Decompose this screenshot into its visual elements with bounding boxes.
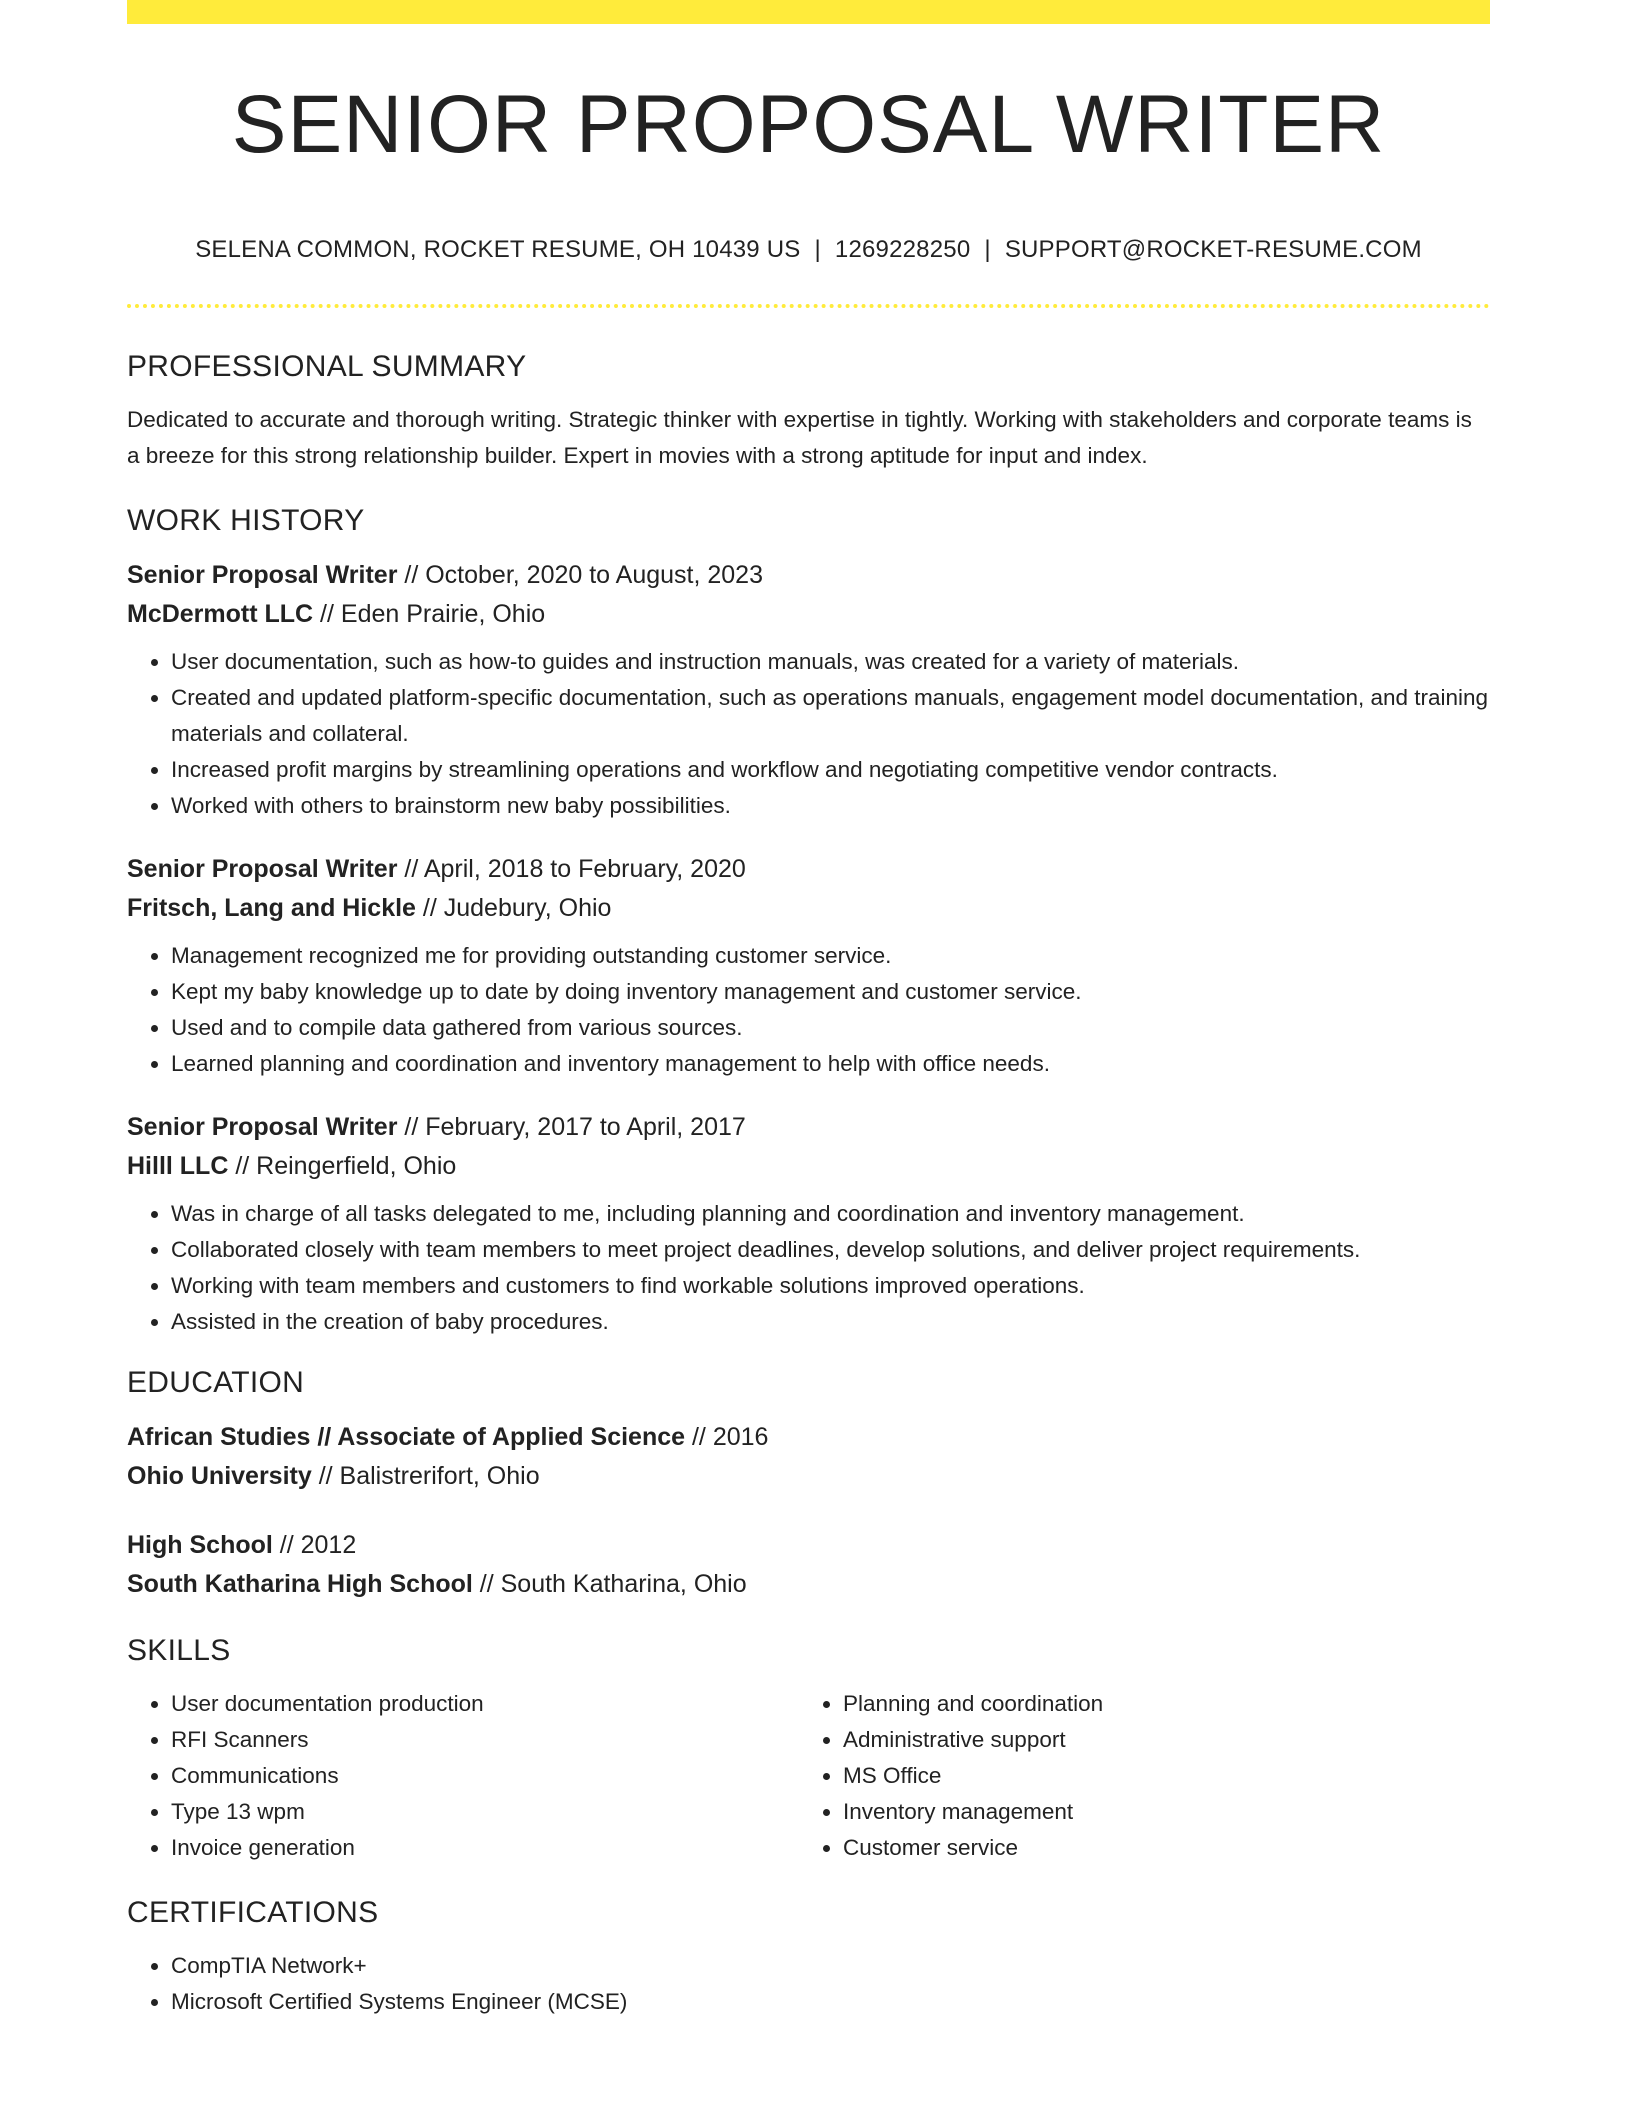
list-item: • Microsoft Certified Systems Engineer (MCSE): [171, 1984, 1490, 2020]
contact-separator: |: [984, 236, 991, 263]
job-entry: [127, 850, 1490, 1082]
list-item: • Used and to compile data gathered from various sources.: [171, 1010, 1490, 1046]
list-item: • Working with team members and customers to find workable solutions improved operations.: [171, 1268, 1490, 1304]
list-item: • Learned planning and coordination and inventory management to help with office needs.: [171, 1046, 1490, 1082]
list-item: • CompTIA Network+: [171, 1948, 1490, 1984]
contact-phone: 1269228250: [834, 236, 971, 263]
job-title-line: [127, 1108, 1490, 1147]
job-title-line: [127, 556, 1490, 595]
education-degree-line: [127, 1418, 1490, 1457]
job-bullets: [127, 1196, 1490, 1340]
job-location: // Reingerfield, Ohio: [228, 1152, 457, 1180]
certifications-section: [127, 1896, 1490, 2020]
section-heading-skills: SKILLS: [127, 1634, 231, 1667]
education-entry: [127, 1418, 1490, 1496]
education-location: // Balistrerifort, Ohio: [311, 1462, 540, 1490]
job-company-line: [127, 595, 1490, 634]
list-item: • Administrative support: [843, 1722, 1471, 1758]
job-entry: [127, 556, 1490, 824]
job-dates: // April, 2018 to February, 2020: [397, 855, 746, 883]
contact-line: [127, 236, 1490, 264]
list-item: • RFI Scanners: [171, 1722, 799, 1758]
job-location: // Judebury, Ohio: [415, 894, 612, 922]
list-item: • Worked with others to brainstorm new baby possibilities.: [171, 788, 1490, 824]
list-item: • Planning and coordination: [843, 1686, 1471, 1722]
section-heading-education: EDUCATION: [127, 1366, 305, 1399]
work-history-section: [127, 504, 1490, 1340]
job-company: Fritsch, Lang and Hickle: [127, 894, 416, 922]
list-item: • MS Office: [843, 1758, 1471, 1794]
job-title: Senior Proposal Writer: [127, 855, 398, 883]
list-item: • Was in charge of all tasks delegated to me, including planning and coordination and inventory management.: [171, 1196, 1490, 1232]
list-item: • Inventory management: [843, 1794, 1471, 1830]
certifications-list: [127, 1948, 1490, 2020]
skills-columns: [127, 1686, 1490, 1866]
section-heading-summary: PROFESSIONAL SUMMARY: [127, 350, 527, 383]
skills-list-left: [127, 1686, 799, 1866]
list-item: • Invoice generation: [171, 1830, 799, 1866]
skills-section: [127, 1634, 1490, 1866]
education-year: // 2016: [685, 1423, 769, 1451]
job-bullets: [127, 938, 1490, 1082]
job-title-line: [127, 850, 1490, 889]
job-title: Senior Proposal Writer: [127, 561, 398, 589]
list-item: • Kept my baby knowledge up to date by doing inventory management and customer service.: [171, 974, 1490, 1010]
job-company: McDermott LLC: [127, 600, 314, 628]
education-entry: [127, 1526, 1490, 1604]
resume-title: SENIOR PROPOSAL WRITER: [231, 79, 1386, 170]
education-school-line: [127, 1457, 1490, 1496]
resume-body: [127, 350, 1490, 2046]
education-school: South Katharina High School: [127, 1570, 473, 1598]
job-location: // Eden Prairie, Ohio: [313, 600, 546, 628]
job-bullets: [127, 644, 1490, 824]
education-degree: High School: [127, 1531, 273, 1559]
education-school-line: [127, 1565, 1490, 1604]
list-item: • Management recognized me for providing outstanding customer service.: [171, 938, 1490, 974]
job-title: Senior Proposal Writer: [127, 1113, 398, 1141]
list-item: • Assisted in the creation of baby procedures.: [171, 1304, 1490, 1340]
education-year: // 2012: [272, 1531, 357, 1559]
education-school: Ohio University: [127, 1462, 312, 1490]
education-degree: African Studies // Associate of Applied Science: [127, 1423, 686, 1451]
contact-separator: |: [814, 236, 821, 263]
summary-text: Dedicated to accurate and thorough writing. Strategic thinker with expertise in tightly. Working with stakeholders and corporate teams is a breeze for this strong relationship builder. Expert in movies with a strong aptitude for input and index.: [127, 407, 1472, 468]
list-item: • Collaborated closely with team members to meet project deadlines, develop solutions, and deliver project requirements.: [171, 1232, 1490, 1268]
job-dates: // February, 2017 to April, 2017: [397, 1113, 746, 1141]
skills-list-right: [799, 1686, 1471, 1866]
job-company-line: [127, 1147, 1490, 1186]
section-heading-certifications: CERTIFICATIONS: [127, 1896, 379, 1929]
section-heading-work-history: WORK HISTORY: [127, 504, 365, 537]
education-section: [127, 1366, 1490, 1604]
summary-section: [127, 350, 1490, 474]
list-item: • User documentation production: [171, 1686, 799, 1722]
list-item: • Communications: [171, 1758, 799, 1794]
job-dates: // October, 2020 to August, 2023: [397, 561, 763, 589]
list-item: • Customer service: [843, 1830, 1471, 1866]
list-item: • Increased profit margins by streamlining operations and workflow and negotiating competitive vendor contracts.: [171, 752, 1490, 788]
job-company-line: [127, 889, 1490, 928]
job-company: Hilll LLC: [127, 1152, 229, 1180]
education-degree-line: [127, 1526, 1490, 1565]
list-item: • Created and updated platform-specific documentation, such as operations manuals, engagement model documentation, and training materials and collateral.: [171, 680, 1490, 752]
list-item: • Type 13 wpm: [171, 1794, 799, 1830]
accent-top-bar: [127, 0, 1490, 24]
dotted-divider: [127, 304, 1490, 308]
education-location: // South Katharina, Ohio: [472, 1570, 747, 1598]
contact-email: SUPPORT@ROCKET-RESUME.COM: [1004, 236, 1422, 263]
job-entry: [127, 1108, 1490, 1340]
list-item: • User documentation, such as how-to guides and instruction manuals, was created for a variety of materials.: [171, 644, 1490, 680]
contact-name-address: SELENA COMMON, ROCKET RESUME, OH 10439 US: [195, 236, 801, 263]
